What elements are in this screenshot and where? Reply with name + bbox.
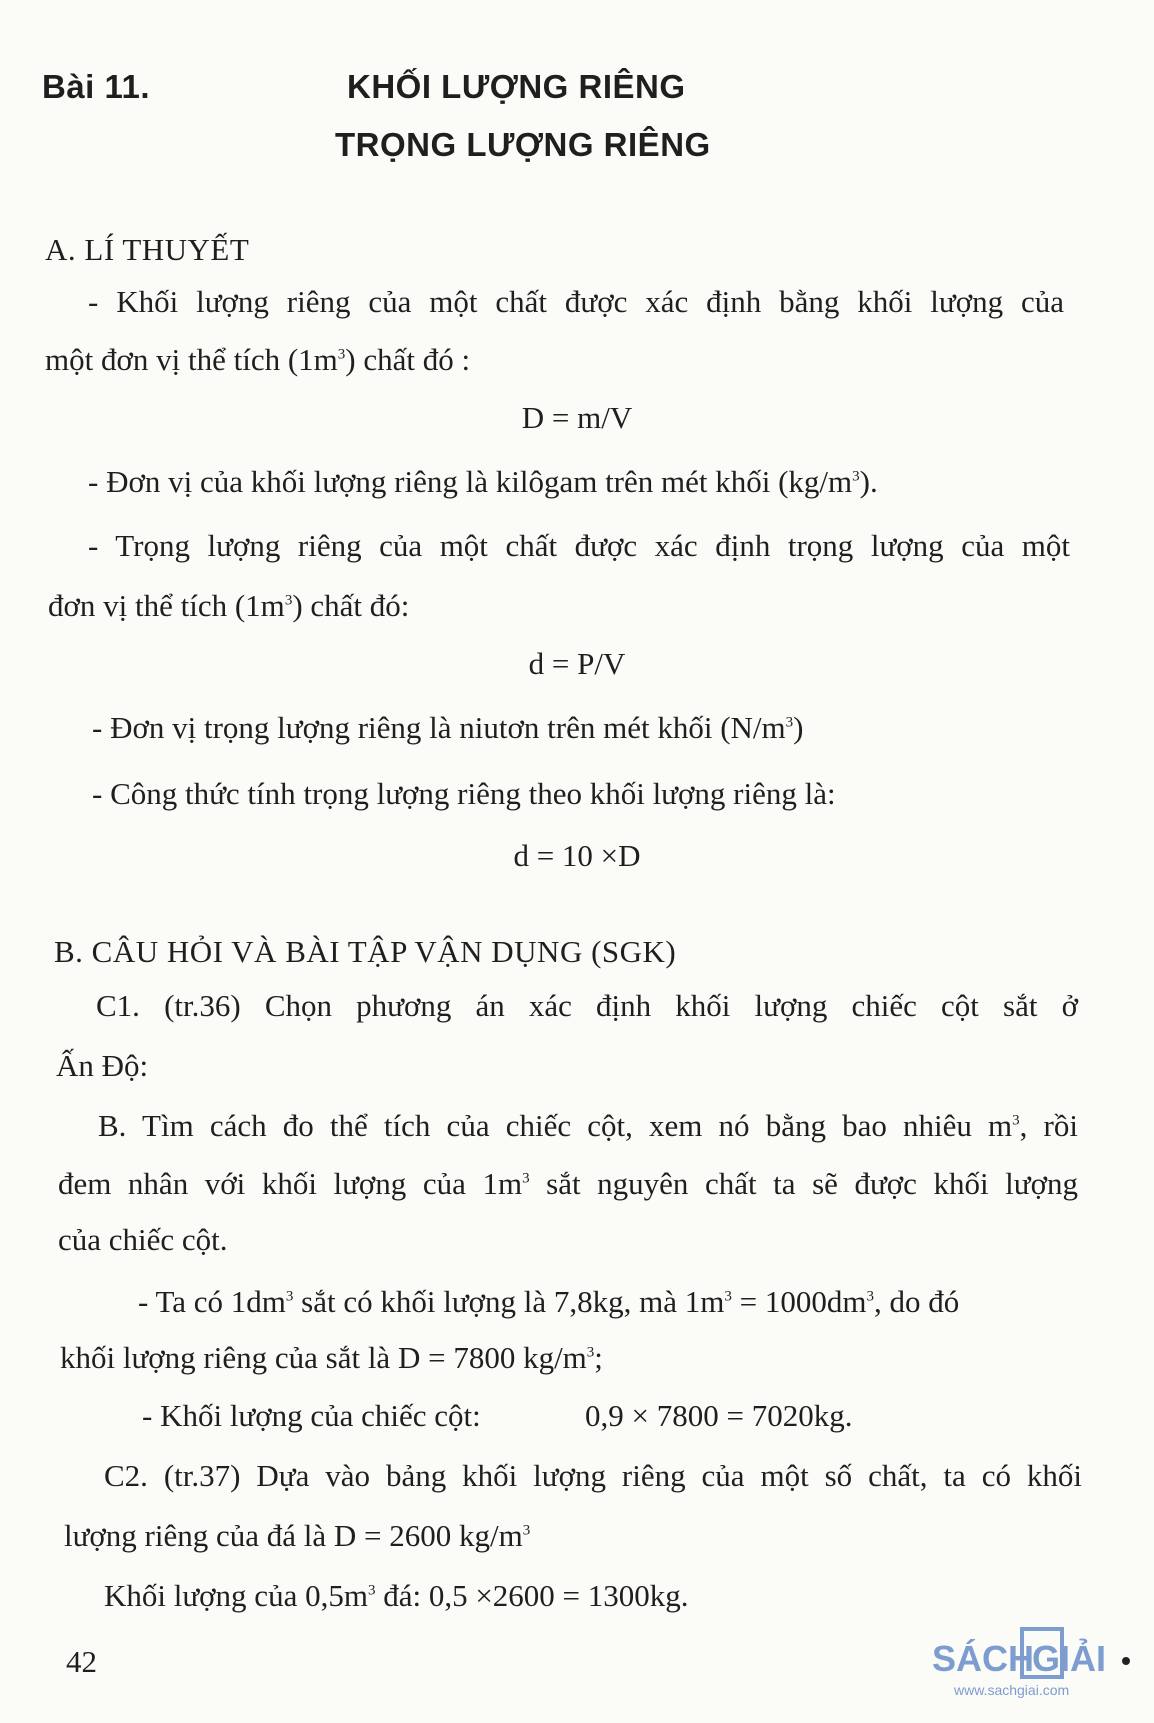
answer-b-line2: đem nhân với khối lượng của $1m^3$ sắt nguyên chất ta sẽ được khối lượng	[58, 1166, 1078, 1201]
theory-p5: - Công thức tính trọng lượng riêng theo khối lượng riêng là:	[92, 776, 836, 811]
theory-p3-line1: - Trọng lượng riêng của một chất được xác định trọng lượng của một	[88, 528, 1070, 563]
c2-answer: Khối lượng của $0,5m^3$ đá: 0,5 ×2600 = 1300kg.	[104, 1578, 689, 1613]
section-a-heading: A. LÍ THUYẾT	[45, 232, 250, 267]
c1-line2: Ấn Độ:	[56, 1048, 149, 1083]
iron-density-line2: khối lượng riêng của sắt là D = 7800 $kg/m^3$;	[60, 1340, 603, 1375]
lesson-title-line2: TRỌNG LƯỢNG RIÊNG	[335, 126, 711, 163]
c1-line1: C1. (tr.36) Chọn phương án xác định khối lượng chiếc cột sắt ở	[96, 988, 1078, 1023]
c2-line1: C2. (tr.37) Dựa vào bảng khối lượng riêng của một số chất, ta có khối	[104, 1458, 1082, 1493]
column-mass-calc: 0,9 × 7800 = 7020kg.	[585, 1398, 853, 1433]
theory-p3-line2: đơn vị thể tích $(1m^3)$ chất đó:	[48, 588, 410, 623]
formula-weight-density: d = P/V	[528, 646, 626, 681]
theory-p4: - Đơn vị trọng lượng riêng là niutơn trên mét khối $(N/m^3)$	[92, 710, 804, 745]
c2-line2: lượng riêng của đá là D = 2600 $kg/m^3$	[64, 1518, 531, 1553]
column-mass-label: - Khối lượng của chiếc cột:	[142, 1398, 481, 1433]
logo-text-giai: GIẢI	[1032, 1638, 1107, 1679]
answer-b-line1: B. Tìm cách đo thể tích của chiếc cột, xem nó bằng bao nhiêu $m^3$, rồi	[98, 1108, 1078, 1143]
theory-p1-line2: một đơn vị thể tích $(1m^3)$ chất đó :	[45, 342, 471, 377]
logo-mark-icon	[932, 1619, 1132, 1699]
theory-p2: - Đơn vị của khối lượng riêng là kilôgam trên mét khối $(kg/m^3)$.	[88, 464, 878, 499]
formula-relation: d = 10 ×D	[513, 838, 641, 873]
sachgiai-logo	[932, 1619, 1132, 1699]
section-b-heading: B. CÂU HỎI VÀ BÀI TẬP VẬN DỤNG (SGK)	[54, 934, 677, 969]
page-number: 42	[66, 1644, 97, 1679]
formula-density: D = m/V	[521, 400, 633, 435]
theory-p1-line1: - Khối lượng riêng của một chất được xác định bằng khối lượng của	[88, 284, 1064, 319]
logo-url: www.sachgiai.com	[954, 1682, 1070, 1698]
iron-density-line1: - Ta có $1dm^3$ sắt có khối lượng là 7,8kg, mà $1m^3 = 1000dm^3$, do đó	[138, 1284, 960, 1319]
lesson-title-line1: KHỐI LƯỢNG RIÊNG	[347, 68, 686, 105]
lesson-number: Bài 11.	[42, 68, 151, 105]
answer-b-line3: của chiếc cột.	[58, 1222, 228, 1257]
logo-text-sach: SÁCH	[932, 1638, 1035, 1679]
